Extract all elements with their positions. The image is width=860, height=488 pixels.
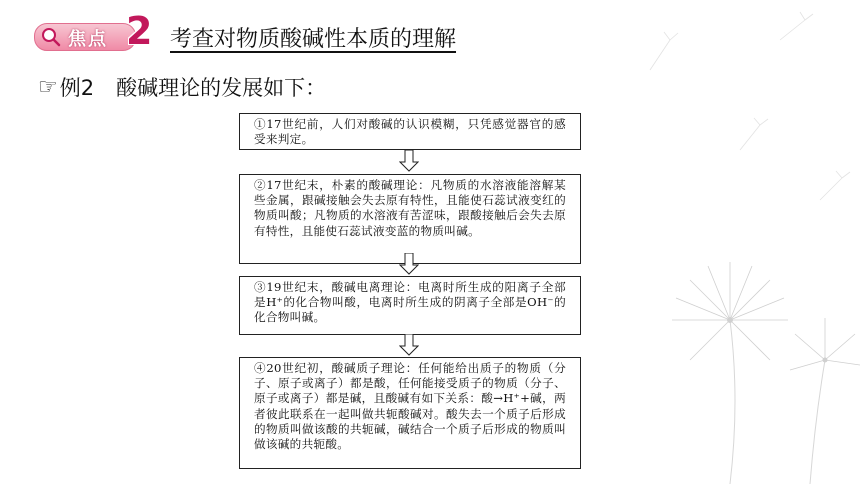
- flow-box-1: [239, 113, 581, 150]
- search-icon: [40, 26, 62, 48]
- flow-box-text: ①17世纪前，人们对酸碱的认识模糊，只凭感觉器官的感受来判定。: [254, 117, 566, 147]
- dandelion-icon: [580, 0, 860, 484]
- flow-box-text: ②17世纪末，朴素的酸碱理论：凡物质的水溶液能溶解某些金属，跟碱接触会失去原有特性，且能使石蕊试液变红的物质叫酸；凡物质的水溶液有苦涩味，跟酸接触后会失去原有特性，且能使石蕊试液变蓝的物质叫碱。: [254, 178, 566, 238]
- flowchart: [239, 113, 581, 473]
- flow-box-text: ④20世纪初，酸碱质子理论：任何能给出质子的物质（分子、原子或离子）都是酸，任何能接受质子的物质（分子、原子或离子）都是碱，且酸碱有如下关系：酸→H⁺+碱，两者彼此联系在一起叫做共轭酸碱对。酸失去一个质子后形成的物质叫做该酸的共轭碱，碱结合一个质子后形成的物质叫做该碱的共轭酸。: [254, 361, 566, 452]
- topic-title: 考查对物质酸碱性本质的理解: [170, 27, 457, 52]
- flow-box-4: [239, 357, 581, 469]
- section-badge: [34, 9, 156, 53]
- flow-box-text: ③19世纪末，酸碱电离理论：电离时所生成的阳离子全部是H⁺的化合物叫酸，电离时所生成的阴离子全部是OH⁻的化合物叫碱。: [254, 280, 566, 325]
- example-label: 例2: [59, 76, 95, 100]
- dandelion-decoration: [580, 0, 860, 484]
- flow-box-3: [239, 276, 581, 335]
- down-arrow-icon: [399, 150, 419, 172]
- example-heading: [38, 72, 326, 102]
- flow-box-2: [239, 174, 581, 264]
- down-arrow-icon: [399, 334, 419, 356]
- badge-number: 2: [126, 9, 153, 53]
- down-arrow-icon: [399, 253, 419, 275]
- pointing-hand-icon: ☞: [38, 74, 58, 100]
- example-text: 酸碱理论的发展如下：: [116, 76, 327, 100]
- badge-label: 焦点: [68, 29, 108, 50]
